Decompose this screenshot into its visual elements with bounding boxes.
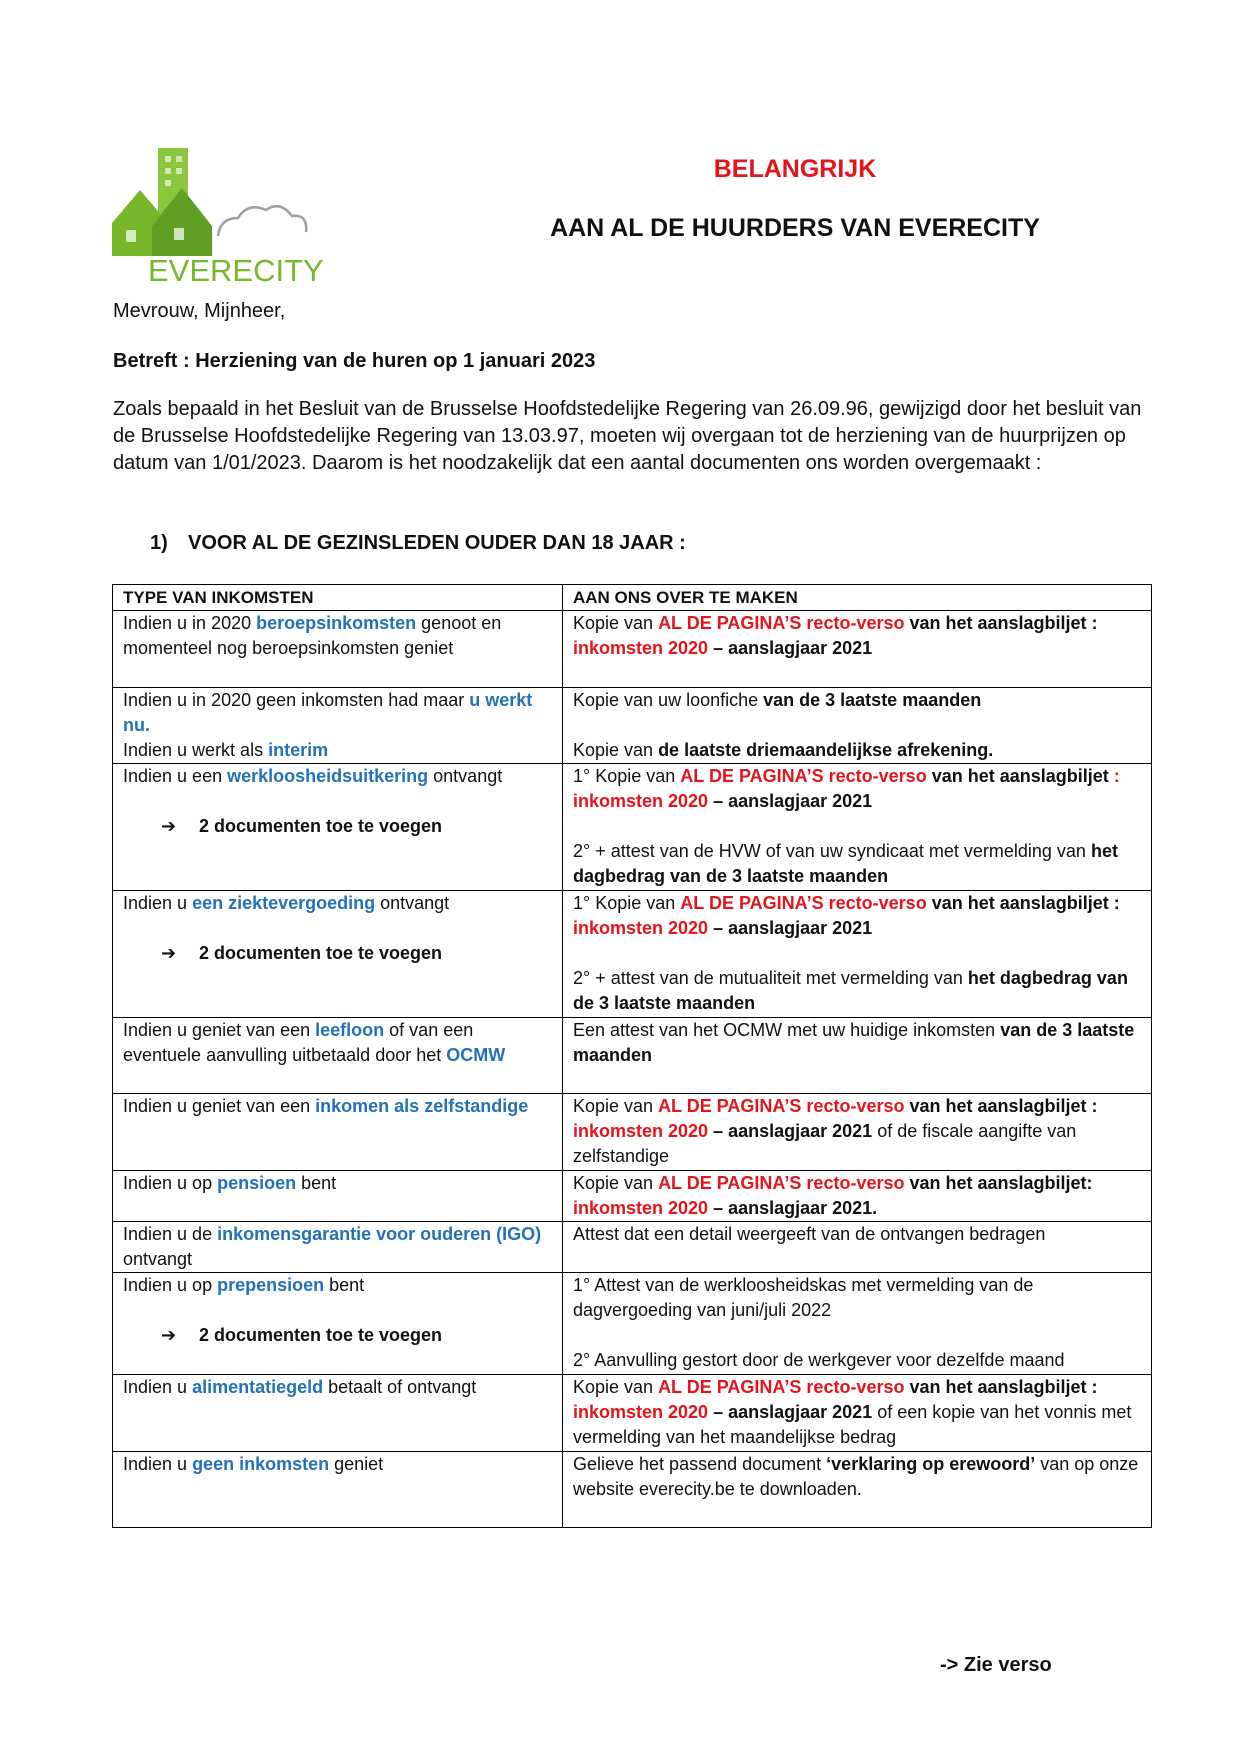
table-header-row bbox=[113, 585, 1152, 611]
everecity-logo bbox=[110, 148, 330, 286]
income-type-cell: Indien u de inkomensgarantie voor ouderen (IGO) ontvangt bbox=[113, 1222, 563, 1273]
arrow-note: ➔ 2 documenten toe te voegen bbox=[123, 814, 552, 839]
income-type-cell: Indien u in 2020 geen inkomsten had maar u werkt nu. Indien u werkt als interim bbox=[113, 688, 563, 764]
table-row bbox=[113, 1222, 1152, 1273]
income-type-cell: Indien u op prepensioen bent ➔ 2 documenten toe te voegen bbox=[113, 1273, 563, 1375]
arrow-right-icon: ➔ bbox=[161, 1325, 177, 1345]
documents-cell: Kopie van AL DE PAGINA’S recto-verso van het aanslagbiljet : inkomsten 2020 – aanslagjaar 2021 of een kopie van het vonnis met vermelding van het maandelijkse bedrag bbox=[563, 1375, 1152, 1452]
documents-cell: 1° Kopie van AL DE PAGINA’S recto-verso van het aanslagbiljet : inkomsten 2020 – aanslagjaar 2021 2° + attest van de HVW of van uw syndicaat met vermelding van het dagbedrag van de 3 laatste maanden bbox=[563, 764, 1152, 891]
salutation: Mevrouw, Mijnheer, bbox=[113, 300, 286, 322]
income-type-cell: Indien u geniet van een inkomen als zelfstandige bbox=[113, 1094, 563, 1171]
documents-cell: Kopie van AL DE PAGINA’S recto-verso van het aanslagbiljet : inkomsten 2020 – aanslagjaar 2021 bbox=[563, 611, 1152, 688]
documents-cell: Kopie van AL DE PAGINA’S recto-verso van het aanslagbiljet: inkomsten 2020 – aanslagjaar 2021. bbox=[563, 1171, 1152, 1222]
section-title: VOOR AL DE GEZINSLEDEN OUDER DAN 18 JAAR : bbox=[188, 532, 686, 554]
table-row bbox=[113, 1452, 1152, 1528]
arrow-right-icon: ➔ bbox=[161, 816, 177, 836]
see-verso-note: -> Zie verso bbox=[940, 1654, 1052, 1676]
income-type-cell: Indien u een werkloosheidsuitkering ontvangt ➔ 2 documenten toe te voegen bbox=[113, 764, 563, 891]
income-type-cell: Indien u geniet van een leefloon of van een eventuele aanvulling uitbetaald door het OCMW bbox=[113, 1018, 563, 1094]
arrow-note: ➔ 2 documenten toe te voegen bbox=[123, 1323, 552, 1348]
income-type-cell: Indien u een ziektevergoeding ontvangt ➔ 2 documenten toe te voegen bbox=[113, 891, 563, 1018]
table-row bbox=[113, 1018, 1152, 1094]
documents-cell: 1° Attest van de werkloosheidskas met vermelding van de dagvergoeding van juni/juli 2022 2° Aanvulling gestort door de werkgever voor dezelfde maand bbox=[563, 1273, 1152, 1375]
documents-cell: Gelieve het passend document ‘verklaring op erewoord’ van op onze website everecity.be te downloaden. bbox=[563, 1452, 1152, 1528]
income-type-cell: Indien u geen inkomsten geniet bbox=[113, 1452, 563, 1528]
section-number: 1) bbox=[150, 532, 168, 554]
table-row bbox=[113, 1273, 1152, 1375]
arrow-right-icon: ➔ bbox=[161, 943, 177, 963]
table-row bbox=[113, 611, 1152, 688]
documents-cell: 1° Kopie van AL DE PAGINA’S recto-verso van het aanslagbiljet : inkomsten 2020 – aanslagjaar 2021 2° + attest van de mutualiteit met vermelding van het dagbedrag van de 3 laatste maanden bbox=[563, 891, 1152, 1018]
income-type-cell: Indien u alimentatiegeld betaalt of ontvangt bbox=[113, 1375, 563, 1452]
documents-cell: Een attest van het OCMW met uw huidige inkomsten van de 3 laatste maanden bbox=[563, 1018, 1152, 1094]
table-row bbox=[113, 764, 1152, 891]
table-row bbox=[113, 1094, 1152, 1171]
column-header-income-type: TYPE VAN INKOMSTEN bbox=[113, 585, 563, 611]
table-row bbox=[113, 1375, 1152, 1452]
logo-wordmark: EVERECITY bbox=[148, 253, 324, 286]
table-row bbox=[113, 688, 1152, 764]
documents-cell: Kopie van uw loonfiche van de 3 laatste maanden Kopie van de laatste driemaandelijkse afrekening. bbox=[563, 688, 1152, 764]
income-type-cell: Indien u op pensioen bent bbox=[113, 1171, 563, 1222]
table-row bbox=[113, 891, 1152, 1018]
column-header-documents: AAN ONS OVER TE MAKEN bbox=[563, 585, 1152, 611]
subject-line: Betreft : Herziening van de huren op 1 januari 2023 bbox=[113, 350, 596, 372]
documents-cell: Kopie van AL DE PAGINA’S recto-verso van het aanslagbiljet : inkomsten 2020 – aanslagjaar 2021 of de fiscale aangifte van zelfstandige bbox=[563, 1094, 1152, 1171]
important-heading: BELANGRIJK bbox=[713, 155, 877, 183]
table-row bbox=[113, 1171, 1152, 1222]
section-heading bbox=[150, 532, 686, 555]
documents-cell: Attest dat een detail weergeeft van de ontvangen bedragen bbox=[563, 1222, 1152, 1273]
arrow-note: ➔ 2 documenten toe te voegen bbox=[123, 941, 552, 966]
recipients-heading: AAN AL DE HUURDERS VAN EVERECITY bbox=[550, 214, 1040, 242]
intro-paragraph: Zoals bepaald in het Besluit van de Brusselse Hoofdstedelijke Regering van 26.09.96, gewijzigd door het besluit van de Brusselse Hoofdstedelijke Regering van 13.03.97, moeten wij overgaan tot de herziening van de huurprijzen op datum van 1/01/2023. Daarom is het noodzakelijk dat een aantal documenten ons worden overgemaakt : bbox=[113, 398, 1142, 474]
income-type-cell: Indien u in 2020 beroepsinkomsten genoot en momenteel nog beroepsinkomsten geniet bbox=[113, 611, 563, 688]
documents-table bbox=[112, 584, 1152, 1528]
